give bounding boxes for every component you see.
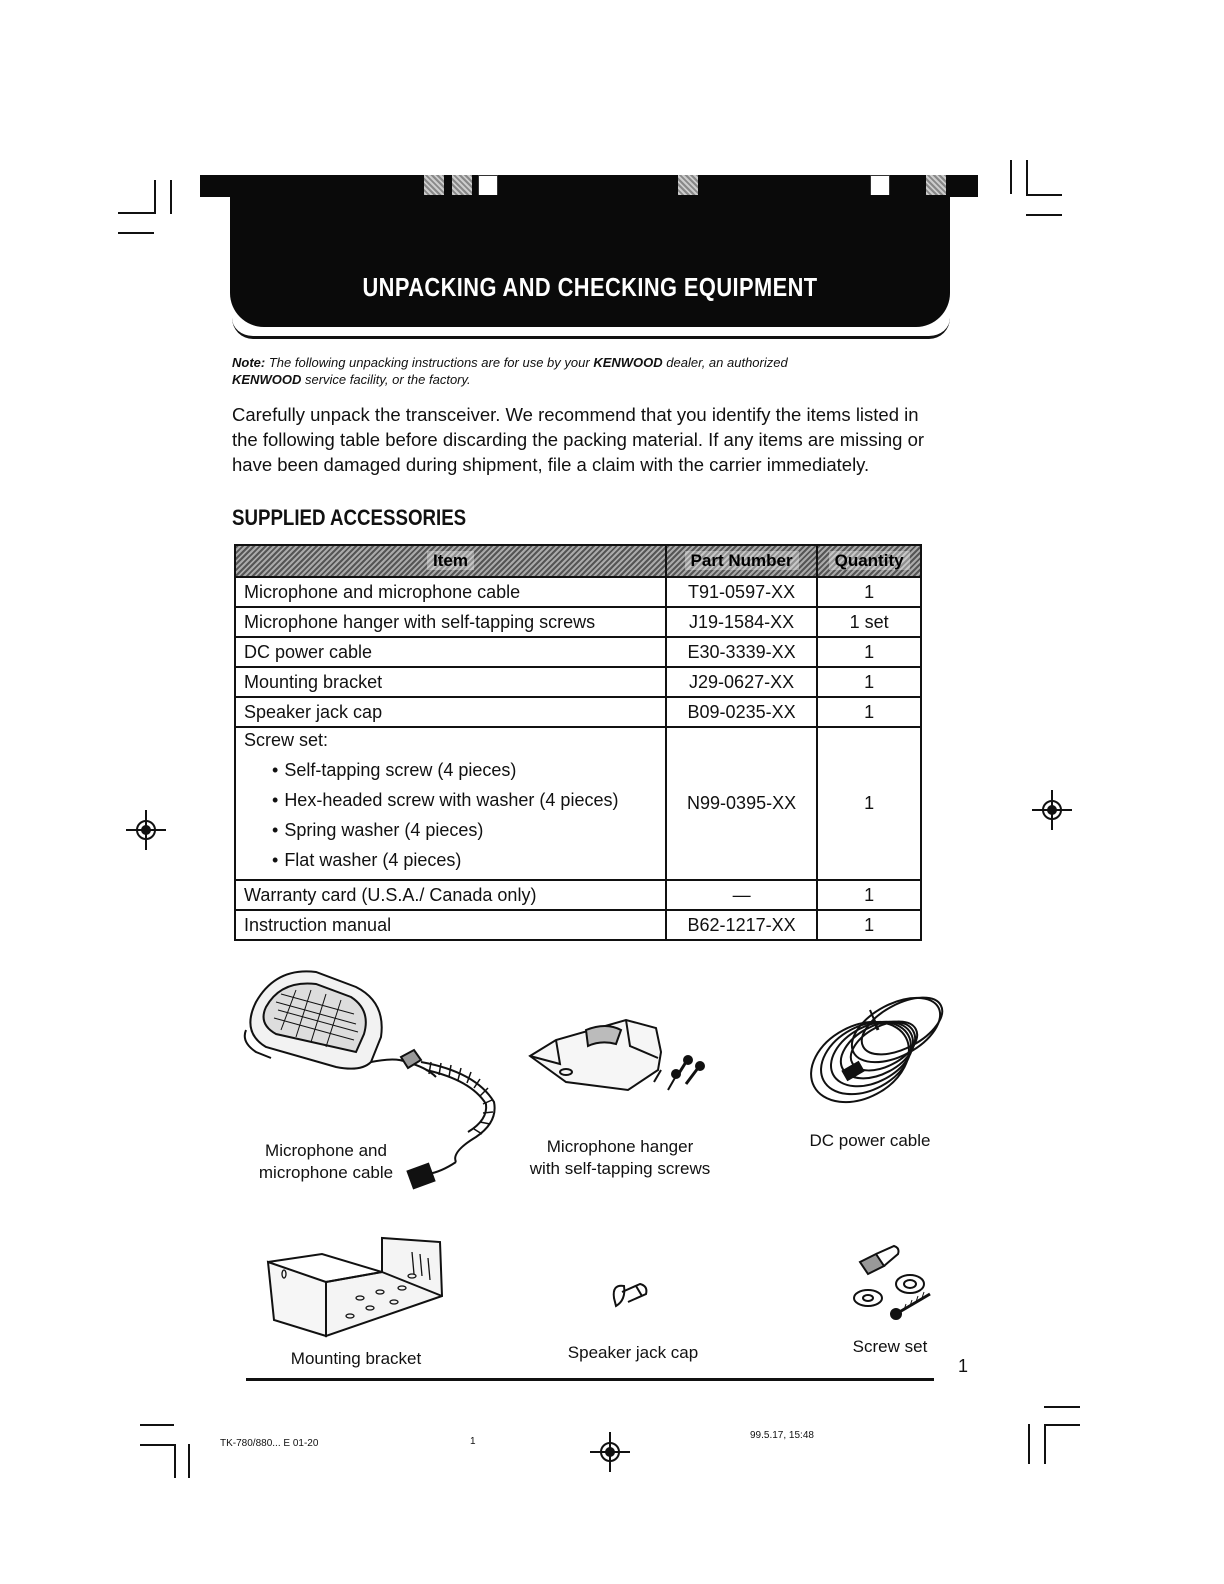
- microphone-hanger-illustration: [526, 1000, 716, 1100]
- mounting-bracket-illustration: [262, 1232, 452, 1342]
- dc-power-cable-illustration: [800, 970, 956, 1110]
- color-bar-square: [424, 175, 444, 197]
- list-item: • Self-tapping screw (4 pieces): [272, 755, 657, 785]
- color-bar-square: [870, 175, 890, 197]
- page-title: UNPACKING AND CHECKING EQUIPMENT: [362, 272, 818, 302]
- color-bar-square: [478, 175, 498, 197]
- registration-mark-left: [126, 810, 166, 850]
- table-row-screw-set: [235, 727, 921, 880]
- part-number-cell: —: [666, 880, 817, 910]
- crop-mark-bottom-right: [1044, 1424, 1080, 1426]
- bottom-rule: [246, 1378, 934, 1381]
- item-cell: Speaker jack cap: [235, 697, 666, 727]
- footer-job-code: TK-780/880... E 01-20: [220, 1438, 319, 1449]
- screw-set-caption: Screw set: [852, 1337, 928, 1356]
- microphone-caption: Microphone and microphone cable: [258, 1141, 394, 1182]
- crop-mark-top-left: [170, 180, 172, 214]
- note-text: dealer, an authorized: [666, 355, 788, 370]
- quantity-cell: 1: [817, 910, 921, 940]
- item-cell: Microphone hanger with self-tapping screws: [235, 607, 666, 637]
- quantity-cell: 1: [817, 727, 921, 880]
- header-underline: [232, 318, 950, 339]
- quantity-cell: 1: [817, 637, 921, 667]
- screw-set-list: [272, 755, 657, 875]
- table-header-row: [235, 545, 921, 577]
- crop-mark-top-right: [1026, 160, 1028, 194]
- section-heading: SUPPLIED ACCESSORIES: [232, 505, 467, 530]
- footer-timestamp: 99.5.17, 15:48: [750, 1430, 814, 1441]
- color-bar-square: [926, 175, 946, 197]
- color-bar-square: [452, 175, 472, 197]
- quantity-cell: 1: [817, 697, 921, 727]
- mounting-bracket-caption: Mounting bracket: [290, 1349, 422, 1368]
- part-number-cell: J29-0627-XX: [666, 667, 817, 697]
- list-item: • Hex-headed screw with washer (4 pieces): [272, 785, 657, 815]
- crop-mark-top-left: [118, 212, 154, 214]
- note-text: service facility, or the factory.: [304, 372, 471, 387]
- part-number-cell: B62-1217-XX: [666, 910, 817, 940]
- color-bar-square: [678, 175, 698, 197]
- table-row: [235, 637, 921, 667]
- crop-mark-bottom-left: [140, 1444, 174, 1446]
- table-row: [235, 697, 921, 727]
- part-number-cell: T91-0597-XX: [666, 577, 817, 607]
- table-row: [235, 667, 921, 697]
- crop-mark-bottom-left: [140, 1424, 174, 1426]
- intro-paragraph: Carefully unpack the transceiver. We recommend that you identify the items listed in the following table before discarding the packing material. If any items are missing or have been damaged during shipment, file a claim with the carrier immediately.: [232, 404, 925, 475]
- quantity-cell: 1: [817, 577, 921, 607]
- crop-mark-bottom-right: [1028, 1424, 1030, 1464]
- crop-mark-top-left: [154, 180, 156, 214]
- page-number: 1: [958, 1356, 969, 1376]
- part-number-cell: B09-0235-XX: [666, 697, 817, 727]
- header-bar: [200, 175, 978, 197]
- item-cell: Warranty card (U.S.A./ Canada only): [235, 880, 666, 910]
- note: [232, 354, 932, 388]
- part-number-cell: E30-3339-XX: [666, 637, 817, 667]
- dc-power-cable-caption: DC power cable: [809, 1131, 931, 1150]
- crop-mark-bottom-left: [188, 1444, 190, 1478]
- registration-mark-right: [1032, 790, 1072, 830]
- note-label: Note:: [232, 355, 266, 370]
- note-text: The following unpacking instructions are for use by your: [268, 355, 590, 370]
- accessories-table: [234, 544, 922, 941]
- speaker-jack-cap-caption: Speaker jack cap: [567, 1343, 699, 1362]
- registration-mark-bottom: [590, 1432, 630, 1472]
- list-item: • Spring washer (4 pieces): [272, 815, 657, 845]
- table-row: [235, 910, 921, 940]
- footer-page: 1: [470, 1436, 476, 1447]
- item-cell: DC power cable: [235, 637, 666, 667]
- table-row: [235, 607, 921, 637]
- crop-mark-top-left: [118, 232, 154, 234]
- crop-mark-top-right: [1026, 194, 1062, 196]
- list-item: • Flat washer (4 pieces): [272, 845, 657, 875]
- part-number-cell: J19-1584-XX: [666, 607, 817, 637]
- quantity-cell: 1 set: [817, 607, 921, 637]
- note-brand: KENWOOD: [232, 372, 302, 387]
- quantity-cell: 1: [817, 667, 921, 697]
- crop-mark-bottom-right: [1044, 1406, 1080, 1408]
- column-header-quantity: Quantity: [817, 545, 921, 577]
- item-cell: [235, 727, 666, 880]
- item-cell: Microphone and microphone cable: [235, 577, 666, 607]
- item-cell: Instruction manual: [235, 910, 666, 940]
- part-number-cell: N99-0395-XX: [666, 727, 817, 880]
- column-header-part-number: Part Number: [666, 545, 817, 577]
- crop-mark-top-right: [1010, 160, 1012, 194]
- item-cell: Mounting bracket: [235, 667, 666, 697]
- table-row: [235, 880, 921, 910]
- microphone-hanger-caption: Microphone hanger with self-tapping screws: [529, 1137, 711, 1178]
- column-header-item: Item: [235, 545, 666, 577]
- crop-mark-bottom-right: [1044, 1424, 1046, 1464]
- note-brand: KENWOOD: [593, 355, 663, 370]
- quantity-cell: 1: [817, 880, 921, 910]
- crop-mark-bottom-left: [174, 1444, 176, 1478]
- speaker-jack-cap-illustration: [606, 1276, 652, 1322]
- screw-set-label: Screw set:: [244, 730, 329, 750]
- table-row: [235, 577, 921, 607]
- crop-mark-top-right: [1026, 214, 1062, 216]
- header-band: [230, 195, 950, 327]
- screw-set-illustration: [846, 1240, 942, 1320]
